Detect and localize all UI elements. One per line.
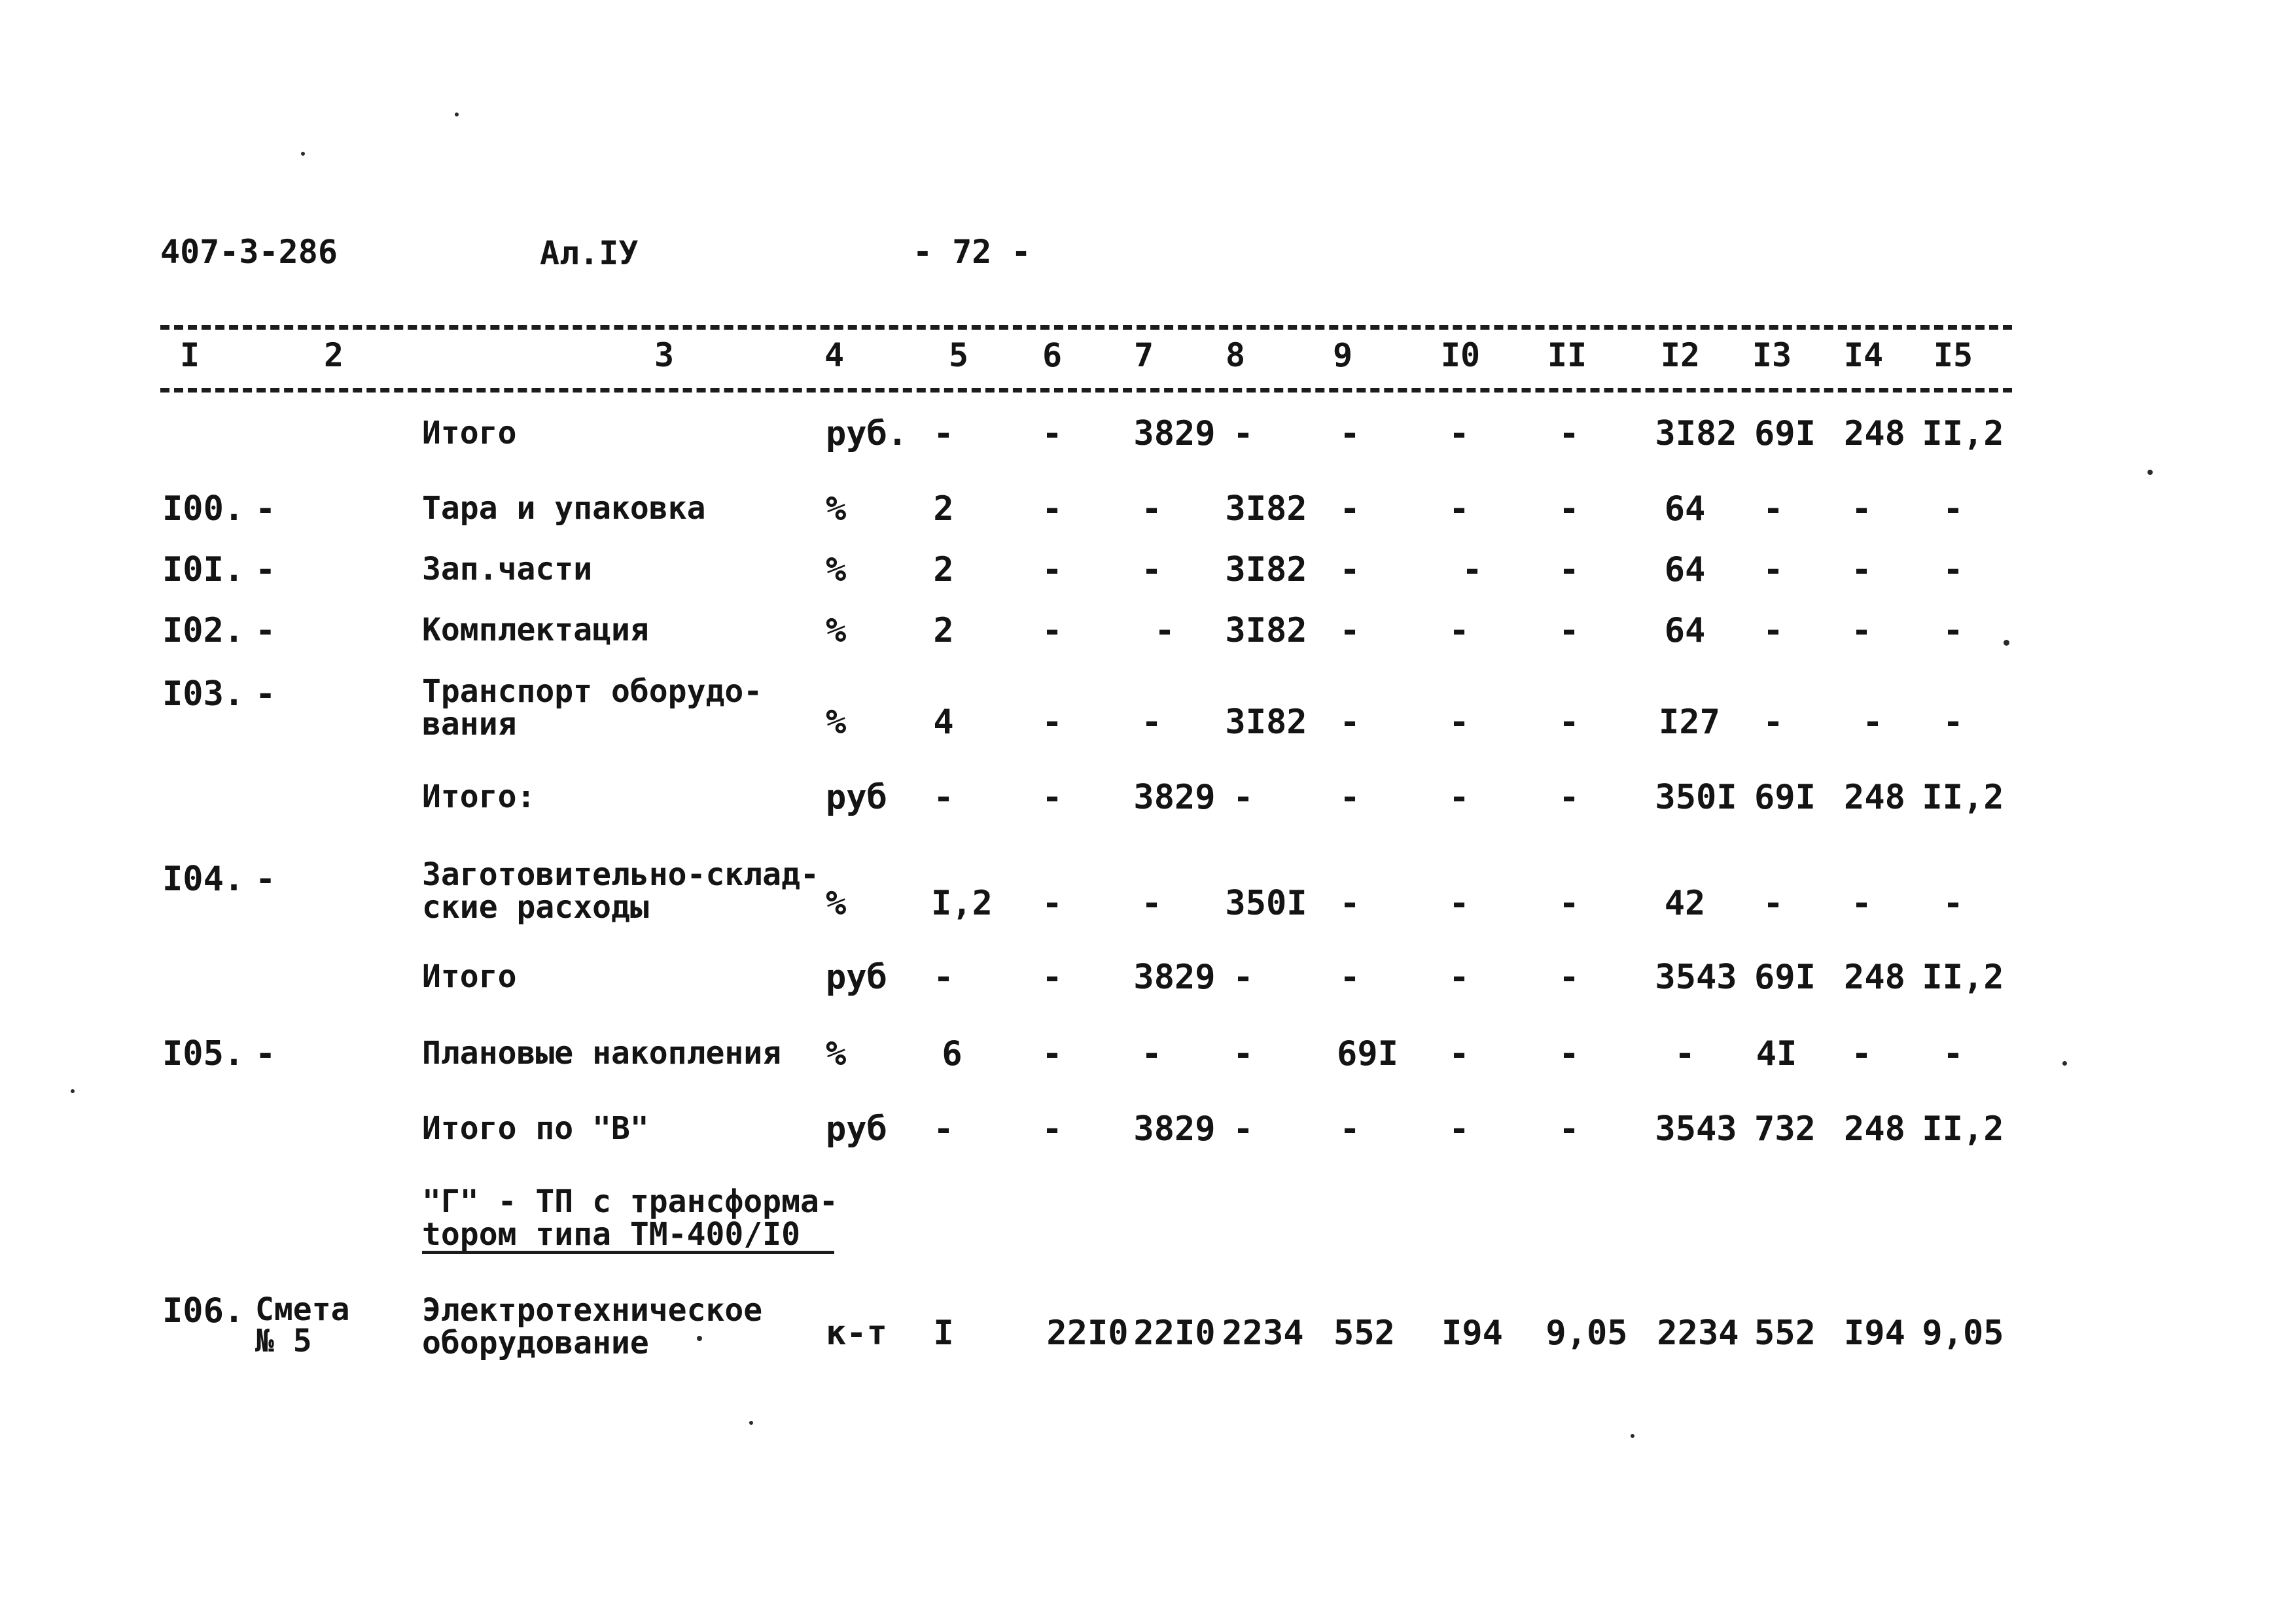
cell-col9: -	[1339, 414, 1360, 453]
cell-col15: II,2	[1922, 778, 2004, 817]
column-header: 2	[323, 336, 344, 374]
cell-col8: -	[1233, 778, 1254, 817]
cell-col11: -	[1559, 1109, 1580, 1149]
cell-col12: I27	[1659, 703, 1720, 742]
cell-col5: -	[933, 778, 954, 817]
column-header: 4	[824, 336, 845, 374]
column-header: I	[179, 336, 200, 374]
column-header: 3	[654, 336, 675, 374]
cell-col8: -	[1233, 1109, 1254, 1149]
row-unit: %	[826, 489, 847, 529]
cell-col14: I94	[1844, 1314, 1905, 1353]
row-unit: %	[826, 611, 847, 650]
cell-col6: -	[1042, 958, 1063, 997]
row-unit: %	[826, 550, 847, 589]
row-description: Итого	[422, 415, 517, 451]
row-reference: -	[255, 860, 276, 899]
cell-col9: -	[1339, 958, 1360, 997]
cell-col11: -	[1559, 958, 1580, 997]
cell-col10: -	[1449, 414, 1470, 453]
section-heading-underline	[422, 1251, 834, 1254]
cell-col5: 6	[942, 1034, 963, 1073]
cell-col12: 64	[1664, 611, 1706, 650]
row-description: Итого:	[422, 778, 536, 815]
row-description: Транспорт оборудо- вания	[422, 673, 763, 742]
cell-col13: -	[1763, 703, 1784, 742]
cell-col10: -	[1462, 550, 1483, 589]
album-label: Ал.IУ	[540, 234, 639, 272]
scan-speck	[71, 1089, 75, 1093]
cell-col15: -	[1943, 1034, 1964, 1073]
page-number: - 72 -	[913, 233, 1031, 271]
cell-col12: 3543	[1655, 1109, 1737, 1149]
cell-col6: 22I0	[1046, 1314, 1129, 1353]
cell-col7: 3829	[1133, 1109, 1216, 1149]
column-header: I3	[1752, 336, 1792, 374]
cell-col13: -	[1763, 611, 1784, 650]
cell-col15: -	[1943, 884, 1964, 923]
cell-col7: -	[1141, 550, 1162, 589]
cell-col7: -	[1141, 489, 1162, 529]
cell-col12: 64	[1664, 489, 1706, 529]
cell-col12: 2234	[1657, 1314, 1739, 1353]
cell-col14: -	[1862, 703, 1883, 742]
scan-speck	[749, 1421, 753, 1425]
cell-col5: -	[933, 414, 954, 453]
cell-col7: 3829	[1133, 414, 1216, 453]
cell-col12: 3I82	[1655, 414, 1737, 453]
cell-col8: 3I82	[1225, 489, 1307, 529]
row-unit: %	[826, 1034, 847, 1073]
cell-col15: II,2	[1922, 414, 2004, 453]
scan-speck	[2147, 470, 2153, 475]
cell-col12: 3543	[1655, 958, 1737, 997]
cell-col14: -	[1851, 550, 1872, 589]
column-header: I2	[1660, 336, 1701, 374]
cell-col5: I,2	[931, 884, 993, 923]
row-unit: руб	[826, 958, 887, 997]
row-description: Заготовительно-склад- ские расходы	[422, 856, 819, 926]
cell-col9: -	[1339, 1109, 1360, 1149]
row-reference: -	[255, 489, 276, 529]
cell-col14: -	[1851, 489, 1872, 529]
cell-col5: -	[933, 958, 954, 997]
row-unit: к-т	[826, 1314, 887, 1353]
row-unit: руб	[826, 1109, 887, 1149]
column-header: 5	[948, 336, 969, 374]
cell-col7: -	[1141, 703, 1162, 742]
cell-col8: 3I82	[1225, 703, 1307, 742]
cell-col12: -	[1674, 1034, 1695, 1073]
cell-col5: 2	[933, 489, 954, 529]
cell-col5: 2	[933, 550, 954, 589]
header-top-rule	[160, 325, 2012, 330]
cell-col14: -	[1851, 884, 1872, 923]
row-number: I00.	[162, 489, 245, 529]
row-reference: -	[255, 1034, 276, 1073]
cell-col9: -	[1339, 611, 1360, 650]
cell-col10: -	[1449, 489, 1470, 529]
row-number: I03.	[162, 674, 245, 714]
row-number: I0I.	[162, 550, 245, 589]
cell-col9: -	[1339, 778, 1360, 817]
cell-col7: -	[1154, 611, 1175, 650]
cell-col6: -	[1042, 1034, 1063, 1073]
cell-col6: -	[1042, 414, 1063, 453]
cell-col14: 248	[1844, 414, 1905, 453]
cell-col10: -	[1449, 884, 1470, 923]
cell-col13: 4I	[1756, 1034, 1797, 1073]
cell-col6: -	[1042, 884, 1063, 923]
cell-col6: -	[1042, 703, 1063, 742]
cell-col10: -	[1449, 1034, 1470, 1073]
row-unit: руб	[826, 778, 887, 817]
cell-col6: -	[1042, 611, 1063, 650]
row-number: I04.	[162, 860, 245, 899]
row-unit: руб.	[826, 414, 908, 453]
cell-col10: I94	[1441, 1314, 1503, 1353]
row-unit: %	[826, 884, 847, 923]
row-reference: Смета № 5	[255, 1291, 350, 1359]
cell-col11: -	[1559, 778, 1580, 817]
cell-col12: 42	[1664, 884, 1706, 923]
column-header: II	[1547, 336, 1587, 374]
cell-col15: -	[1943, 611, 1964, 650]
cell-col5: 2	[933, 611, 954, 650]
row-number: I06.	[162, 1291, 245, 1331]
cell-col6: -	[1042, 1109, 1063, 1149]
cell-col11: 9,05	[1545, 1314, 1628, 1353]
scan-speck	[2062, 1061, 2067, 1066]
cell-col5: 4	[933, 703, 954, 742]
row-reference: -	[255, 674, 276, 714]
cell-col13: -	[1763, 489, 1784, 529]
cell-col15: II,2	[1922, 958, 2004, 997]
cell-col13: 69I	[1754, 778, 1816, 817]
cell-col6: -	[1042, 778, 1063, 817]
scan-speck	[301, 152, 305, 156]
cell-col10: -	[1449, 703, 1470, 742]
cell-col7: -	[1141, 1034, 1162, 1073]
row-description: Электротехническое оборудование	[422, 1292, 763, 1361]
header-bottom-rule	[160, 388, 2012, 393]
row-description: Тара и упаковка	[422, 490, 706, 527]
column-header: 8	[1225, 336, 1246, 374]
cell-col15: -	[1943, 550, 1964, 589]
row-description: Зап.части	[422, 551, 593, 587]
column-header: 6	[1042, 336, 1063, 374]
scan-speck	[2004, 640, 2009, 646]
section-heading: "Г" - ТП с трансформа- tором типа ТМ-400/I0	[422, 1183, 838, 1253]
cell-col15: -	[1943, 703, 1964, 742]
cell-col5: I	[933, 1314, 954, 1353]
column-header: 7	[1133, 336, 1154, 374]
cell-col11: -	[1559, 703, 1580, 742]
cell-col10: -	[1449, 958, 1470, 997]
cell-col10: -	[1449, 611, 1470, 650]
column-header: I4	[1843, 336, 1884, 374]
cell-col11: -	[1559, 550, 1580, 589]
cell-col14: 248	[1844, 778, 1905, 817]
cell-col15: -	[1943, 489, 1964, 529]
column-header: 9	[1332, 336, 1353, 374]
row-number: I05.	[162, 1034, 245, 1073]
cell-col8: 3I82	[1225, 611, 1307, 650]
doc-code: 407-3-286	[160, 233, 338, 271]
row-description: Комплектация	[422, 612, 649, 648]
cell-col6: -	[1042, 489, 1063, 529]
cell-col9: 69I	[1337, 1034, 1398, 1073]
cell-col7: 3829	[1133, 958, 1216, 997]
column-header: I5	[1933, 336, 1973, 374]
cell-col14: 248	[1844, 958, 1905, 997]
scan-speck	[697, 1336, 702, 1341]
cell-col14: 248	[1844, 1109, 1905, 1149]
cell-col15: II,2	[1922, 1109, 2004, 1149]
cell-col10: -	[1449, 778, 1470, 817]
row-reference: -	[255, 550, 276, 589]
cell-col10: -	[1449, 1109, 1470, 1149]
cell-col9: -	[1339, 550, 1360, 589]
row-description: Плановые накопления	[422, 1035, 782, 1072]
cell-col14: -	[1851, 611, 1872, 650]
cell-col9: -	[1339, 884, 1360, 923]
cell-col5: -	[933, 1109, 954, 1149]
cell-col13: 69I	[1754, 414, 1816, 453]
cell-col15: 9,05	[1922, 1314, 2004, 1353]
cell-col6: -	[1042, 550, 1063, 589]
cell-col11: -	[1559, 489, 1580, 529]
cell-col9: -	[1339, 703, 1360, 742]
cell-col11: -	[1559, 611, 1580, 650]
row-description: Итого по "В"	[422, 1110, 649, 1147]
cell-col12: 350I	[1655, 778, 1737, 817]
cell-col11: -	[1559, 1034, 1580, 1073]
row-reference: -	[255, 611, 276, 650]
cell-col8: 3I82	[1225, 550, 1307, 589]
cell-col8: 350I	[1225, 884, 1307, 923]
cell-col8: -	[1233, 414, 1254, 453]
cell-col12: 64	[1664, 550, 1706, 589]
cell-col8: 2234	[1222, 1314, 1304, 1353]
cell-col14: -	[1851, 1034, 1872, 1073]
row-description: Итого	[422, 958, 517, 995]
cell-col7: 22I0	[1133, 1314, 1216, 1353]
cell-col8: -	[1233, 1034, 1254, 1073]
cell-col9: 552	[1333, 1314, 1395, 1353]
cell-col11: -	[1559, 884, 1580, 923]
cell-col13: 69I	[1754, 958, 1816, 997]
cell-col13: 552	[1754, 1314, 1816, 1353]
cell-col8: -	[1233, 958, 1254, 997]
row-number: I02.	[162, 611, 245, 650]
column-header: I0	[1440, 336, 1481, 374]
cell-col9: -	[1339, 489, 1360, 529]
cell-col13: 732	[1754, 1109, 1816, 1149]
row-unit: %	[826, 703, 847, 742]
cell-col7: -	[1141, 884, 1162, 923]
cell-col13: -	[1763, 884, 1784, 923]
cell-col13: -	[1763, 550, 1784, 589]
cell-col7: 3829	[1133, 778, 1216, 817]
scan-speck	[1631, 1434, 1634, 1438]
scan-speck	[455, 113, 459, 116]
cell-col11: -	[1559, 414, 1580, 453]
